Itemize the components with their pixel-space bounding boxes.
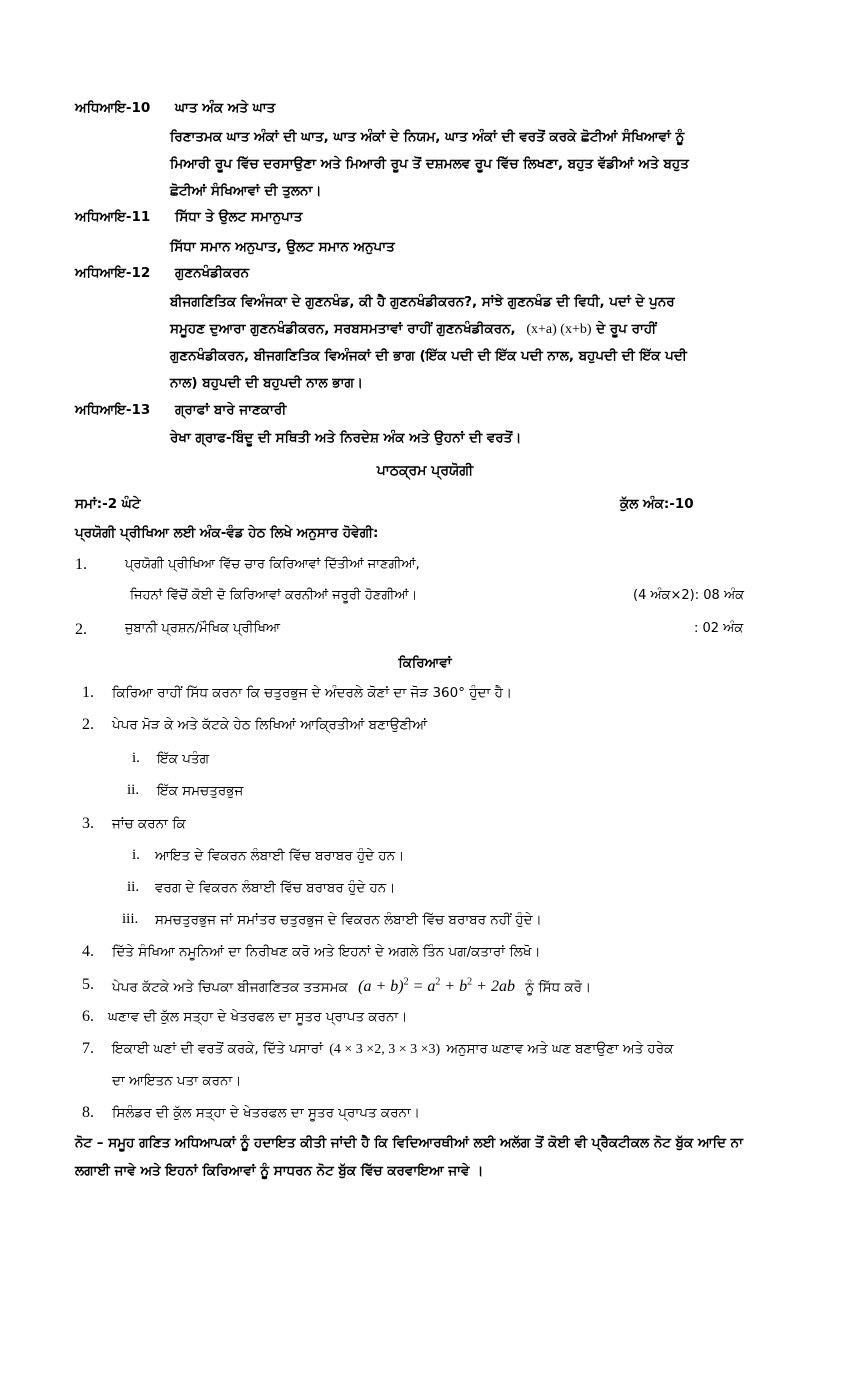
practical-item-text: ਪ੍ਰਯੋਗੀ ਪ੍ਰੀਖਿਆ ਵਿੱਚ ਚਾਰ ਕਿਰਿਆਵਾਂ ਦਿੱਤੀਆਂ ਜਾਣਗੀਆਂ, — [125, 557, 420, 572]
practical-time: ਸਮਾਂ:-2 ਘੰਟੇ — [75, 496, 141, 512]
sub-item-text: ਵਰਗ ਦੇ ਵਿਕਰਨ ਲੰਬਾਈ ਵਿੱਚ ਬਰਾਬਰ ਹੁੰਦੇ ਹਨ। — [155, 880, 396, 896]
chapter-12-label: ਅਧਿਆਇ-12 — [75, 265, 151, 281]
note-line: ਨੋਟ – ਸਮੂਹ ਗਣਿਤ ਅਧਿਆਪਕਾਂ ਨੂੰ ਹਦਾਇਤ ਕੀਤੀ ਜਾਂਦੀ ਹੈ ਕਿ ਵਿਦਿਆਰਥੀਆਂ ਲਈ ਅਲੱਗ ਤੋਂ ਕੋਈ ਵੀ ਪ੍ਰੈਕਟੀਕਲ ਨੋਟ ਬੁੱਕ ਆਦਿ ਨਾ — [75, 1135, 743, 1151]
sub-item-text: ਇੱਕ ਪਤੰਗ — [157, 751, 209, 767]
practical-item-marks: (4 ਅੰਕ×2): 08 ਅੰਕ — [633, 588, 744, 603]
chapter-11-label: ਅਧਿਆਇ-11 — [75, 209, 151, 225]
activity-text: ਜਾਂਚ ਕਰਨਾ ਕਿ — [112, 816, 186, 832]
sub-item-text: ਸਮਚਤੁਰਭੁਜ ਜਾਂ ਸਮਾਂਤਰ ਚਤੁਰਭੁਜ ਦੇ ਵਿਕਰਨ ਲੰਬਾਈ ਵਿੱਚ ਬਰਾਬਰ ਨਹੀਂ ਹੁੰਦੇ। — [155, 912, 542, 928]
chapter-10-body-line: ਮਿਆਰੀ ਰੂਪ ਵਿੱਚ ਦਰਸਾਉਣਾ ਅਤੇ ਮਿਆਰੀ ਰੂਪ ਤੋਂ ਦਸ਼ਮਲਵ ਰੂਪ ਵਿੱਚ ਲਿਖਣਾ, ਬਹੁਤ ਵੱਡੀਆਂ ਅਤੇ ਬਹੁਤ — [170, 156, 689, 172]
activity-text: ਦਿੱਤੇ ਸੰਖਿਆ ਨਮੂਨਿਆਂ ਦਾ ਨਿਰੀਖਣ ਕਰੋ ਅਤੇ ਇਹਨਾਂ ਦੇ ਅਗਲੇ ਤਿੰਨ ਪਗ/ਕਤਾਰਾਂ ਲਿਖੋ। — [112, 944, 541, 960]
chapter-10-body-line: ਰਿਣਾਤਮਕ ਘਾਤ ਅੰਕਾਂ ਦੀ ਘਾਤ, ਘਾਤ ਅੰਕਾਂ ਦੇ ਨਿਯਮ, ਘਾਤ ਅੰਕਾਂ ਦੀ ਵਰਤੋਂ ਕਰਕੇ ਛੋਟੀਆਂ ਸੰਖਿਆਵਾਂ ਨੂੰ — [170, 129, 685, 145]
factor-formula: (x+a) (x+b) — [526, 322, 592, 337]
chapter-10-label: ਅਧਿਆਇ-10 — [75, 100, 151, 116]
activity-text-pre: ਪੇਪਰ ਕੱਟਕੇ ਅਤੇ ਚਿਪਕਾ ਬੀਜਗਣਿਤਕ ਤਤਸਮਕ — [112, 979, 348, 996]
activity-text-post: ਨੂੰ ਸਿੱਧ ਕਰੋ। — [525, 979, 592, 996]
activity-text — [112, 977, 591, 996]
activity-number: 5. — [82, 976, 94, 993]
chapter-11-title: ਸਿੱਧਾ ਤੇ ਉਲਟ ਸਮਾਨੁਪਾਤ — [175, 209, 303, 225]
sub-item-text: ਆਇਤ ਦੇ ਵਿਕਰਨ ਲੰਬਾਈ ਵਿੱਚ ਬਰਾਬਰ ਹੁੰਦੇ ਹਨ। — [155, 848, 405, 864]
chapter-11-body — [170, 234, 780, 261]
chapter-13-label: ਅਧਿਆਇ-13 — [75, 402, 151, 418]
activity-number: 8. — [82, 1104, 94, 1121]
activity-number: 1. — [82, 684, 94, 701]
chapter-10-title: ਘਾਤ ਅੰਕ ਅਤੇ ਘਾਤ — [175, 100, 276, 116]
chapter-12-body — [170, 289, 780, 397]
activity-text: ਸਿਲੰਡਰ ਦੀ ਕੁੱਲ ਸਤ੍ਹਾ ਦੇ ਖੇਤਰਫਲ ਦਾ ਸੂਤਰ ਪ੍ਰਾਪਤ ਕਰਨਾ। — [112, 1105, 420, 1121]
activity-number: 3. — [82, 815, 94, 832]
practical-intro: ਪ੍ਰਯੋਗੀ ਪ੍ਰੀਖਿਆ ਲਈ ਅੰਕ-ਵੰਡ ਹੇਠ ਲਿਖੇ ਅਨੁਸਾਰ ਹੋਵੇਗੀ: — [75, 525, 379, 541]
sub-item-number: i. — [132, 847, 140, 863]
activity-number: 7. — [82, 1040, 94, 1057]
chapter-13-body — [170, 425, 780, 452]
practical-item-number: 1. — [75, 556, 87, 573]
chapter-12-body-line: ਗੁਣਨਖੰਡੀਕਰਨ, ਬੀਜਗਣਿਤਿਕ ਵਿਅੰਜਕਾਂ ਦੀ ਭਾਗ (ਇੱਕ ਪਦੀ ਦੀ ਇੱਕ ਪਦੀ ਨਾਲ, ਬਹੁਪਦੀ ਦੀ ਇੱਕ ਪਦੀ — [170, 348, 687, 364]
sub-item-number: iii. — [122, 911, 139, 927]
chapter-13-body-line: ਰੇਖਾ ਗ੍ਰਾਫ-ਬਿੰਦੂ ਦੀ ਸਥਿਤੀ ਅਤੇ ਨਿਰਦੇਸ਼ ਅੰਕ ਅਤੇ ਉਹਨਾਂ ਦੀ ਵਰਤੋਂ। — [170, 430, 522, 446]
sub-item-number: ii. — [127, 782, 140, 798]
activities-heading: ਕਿਰਿਆਵਾਂ — [398, 655, 452, 671]
activity-text: ਪੇਪਰ ਮੋੜ ਕੇ ਅਤੇ ਕੱਟਕੇ ਹੇਠ ਲਿਖਿਆਂ ਆਕ੍ਰਿਤੀਆਂ ਬਣਾਉਣੀਆਂ — [112, 717, 428, 733]
practical-item-text: ਜੁਬਾਨੀ ਪ੍ਰਸ਼ਨ/ਮੌਖਿਕ ਪ੍ਰੀਖਿਆ — [125, 621, 281, 636]
practical-item-marks: : 02 ਅੰਕ — [694, 621, 744, 636]
practical-item-number: 2. — [75, 621, 87, 638]
algebraic-identity-formula: $(a + b)^2 = a^2 + b^2 + 2ab$ — [358, 977, 515, 996]
sub-item-number: i. — [132, 750, 140, 766]
sub-item-text: ਇੱਕ ਸਮਚਤੁਰਭੁਜ — [157, 783, 244, 799]
sub-item-number: ii. — [127, 879, 140, 895]
chapter-10-body — [170, 124, 780, 205]
chapter-12-title: ਗੁਣਨਖੰਡੀਕਰਨ — [175, 265, 250, 281]
chapter-12-body-text: ਸਮੂਹਣ ਦੁਆਰਾ ਗੁਣਨਖੰਡੀਕਰਨ, ਸਰਬਸਮਤਾਵਾਂ ਰਾਹੀਂ ਗੁਣਨਖੰਡੀਕਰਨ, — [170, 321, 516, 337]
chapter-10-body-line: ਛੋਟੀਆਂ ਸੰਖਿਆਵਾਂ ਦੀ ਤੁਲਨਾ। — [170, 183, 322, 199]
activity-text-pre: ਇਕਾਈ ਘਣਾਂ ਦੀ ਵਰਤੋਂ ਕਰਕੇ, ਦਿੱਤੇ ਪਸਾਰਾਂ — [112, 1041, 323, 1057]
chapter-12-body-line: ਨਾਲ) ਬਹੁਪਦੀ ਦੀ ਬਹੁਪਦੀ ਨਾਲ ਭਾਗ। — [170, 375, 363, 391]
practical-item-text: ਜਿਹਨਾਂ ਵਿੱਚੋਂ ਕੋਈ ਦੋ ਕਿਰਿਆਵਾਂ ਕਰਨੀਆਂ ਜਰੂਰੀ ਹੋਣਗੀਆਂ। — [130, 588, 418, 603]
activity-number: 6. — [82, 1008, 94, 1025]
activity-text-post: ਅਨੁਸਾਰ ਘਣਾਵ ਅਤੇ ਘਣ ਬਣਾਉਣਾ ਅਤੇ ਹਰੇਕ — [446, 1041, 674, 1057]
activity-number: 2. — [82, 716, 94, 733]
activity-number: 4. — [82, 943, 94, 960]
chapter-12-body-line — [170, 316, 780, 343]
activity-text: ਘਣਾਵ ਦੀ ਕੁੱਲ ਸਤ੍ਹਾ ਦੇ ਖੇਤਰਫਲ ਦਾ ਸੂਤਰ ਪ੍ਰਾਪਤ ਕਰਨਾ। — [108, 1009, 408, 1025]
activity-text: ਕਿਰਿਆ ਰਾਹੀਂ ਸਿੱਧ ਕਰਨਾ ਕਿ ਚਤੁਰਭੁਜ ਦੇ ਅੰਦਰਲੇ ਕੋਣਾਂ ਦਾ ਜੋੜ 360° ਹੁੰਦਾ ਹੈ। — [112, 685, 513, 701]
chapter-12-body-line: ਬੀਜਗਣਿਤਿਕ ਵਿਅੰਜਕਾ ਦੇ ਗੁਣਨਖੰਡ, ਕੀ ਹੈ ਗੁਣਨਖੰਡੀਕਰਨ?, ਸਾਂਝੇ ਗੁਣਨਖੰਡ ਦੀ ਵਿਧੀ, ਪਦਾਂ ਦੇ ਪੁਨਰ — [170, 294, 675, 310]
practical-heading: ਪਾਠਕ੍ਰਮ ਪ੍ਰਯੋਗੀ — [376, 463, 474, 479]
note-line: ਲਗਾਈ ਜਾਵੇ ਅਤੇ ਇਹਨਾਂ ਕਿਰਿਆਵਾਂ ਨੂੰ ਸਾਧਰਨ ਨੋਟ ਬੁੱਕ ਵਿੱਚ ਕਰਵਾਇਆ ਜਾਵੇ । — [75, 1163, 484, 1179]
chapter-11-body-line: ਸਿੱਧਾ ਸਮਾਨ ਅਨੁਪਾਤ, ਉਲਟ ਸਮਾਨ ਅਨੁਪਾਤ — [170, 239, 395, 255]
activity-text — [112, 1041, 673, 1058]
dimensions-text: (4 × 3 ×2, 3 × 3 ×3) — [329, 1042, 441, 1057]
formula-suffix: ਦੇ ਰੂਪ ਰਾਹੀਂ — [596, 321, 657, 337]
practical-total-marks: ਕੁੱਲ ਅੰਕ:-10 — [620, 496, 694, 512]
activity-text-line2: ਦਾ ਆਇਤਨ ਪਤਾ ਕਰਨਾ। — [112, 1073, 242, 1089]
chapter-13-title: ਗ੍ਰਾਫਾਂ ਬਾਰੇ ਜਾਣਕਾਰੀ — [175, 402, 287, 418]
